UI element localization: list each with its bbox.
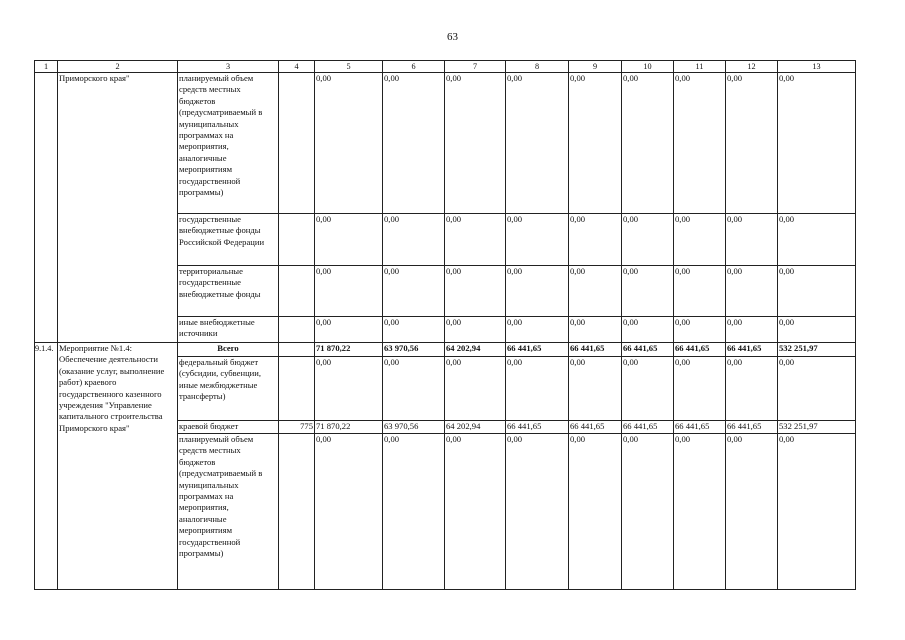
value-cell: 532 251,97	[778, 421, 856, 434]
value-cell: 0,00	[569, 266, 622, 317]
value-cell: 0,00	[383, 73, 445, 214]
value-cell: 0,00	[569, 214, 622, 266]
column-number: 10	[622, 61, 674, 73]
value-cell: 66 441,65	[674, 343, 726, 357]
value-cell: 0,00	[506, 214, 569, 266]
measure-title-cell: Приморского края"	[58, 73, 178, 343]
value-cell: 0,00	[726, 317, 778, 343]
column-number: 2	[58, 61, 178, 73]
column-number-row	[35, 61, 856, 73]
funding-source-cell: территориальные государственные внебюджетные фонды	[178, 266, 279, 317]
value-cell: 0,00	[569, 73, 622, 214]
value-cell: 63 970,56	[383, 343, 445, 357]
value-cell: 0,00	[622, 317, 674, 343]
value-cell: 0,00	[622, 357, 674, 421]
value-cell: 0,00	[383, 357, 445, 421]
value-cell: 66 441,65	[726, 343, 778, 357]
value-cell: 532 251,97	[778, 343, 856, 357]
value-cell: 71 870,22	[315, 343, 383, 357]
value-cell: 66 441,65	[506, 421, 569, 434]
value-cell: 0,00	[674, 73, 726, 214]
budget-code-cell	[279, 73, 315, 214]
value-cell: 0,00	[778, 317, 856, 343]
value-cell: 0,00	[726, 266, 778, 317]
value-cell: 0,00	[622, 434, 674, 590]
value-cell: 0,00	[315, 434, 383, 590]
value-cell: 0,00	[506, 357, 569, 421]
value-cell: 66 441,65	[506, 343, 569, 357]
value-cell: 0,00	[445, 266, 506, 317]
column-number: 6	[383, 61, 445, 73]
value-cell: 0,00	[726, 73, 778, 214]
value-cell: 0,00	[383, 266, 445, 317]
value-cell: 0,00	[569, 317, 622, 343]
column-number: 5	[315, 61, 383, 73]
funding-source-cell: Всего	[178, 343, 279, 357]
value-cell: 0,00	[726, 214, 778, 266]
value-cell: 0,00	[506, 266, 569, 317]
funding-source-cell: иные внебюджетные источники	[178, 317, 279, 343]
value-cell: 0,00	[778, 434, 856, 590]
column-number: 9	[569, 61, 622, 73]
value-cell: 0,00	[445, 214, 506, 266]
measure-title-cell: Мероприятие №1.4: Обеспечение деятельности (оказание услуг, выполнение работ) краевого государственного казенного учреждения "Управление капитального строительства Приморского края"	[58, 343, 178, 590]
value-cell: 0,00	[778, 214, 856, 266]
value-cell: 0,00	[315, 357, 383, 421]
funding-source-cell: государственные внебюджетные фонды Российской Федерации	[178, 214, 279, 266]
value-cell: 0,00	[674, 317, 726, 343]
value-cell: 0,00	[445, 357, 506, 421]
budget-code-cell	[279, 317, 315, 343]
value-cell: 66 441,65	[569, 421, 622, 434]
value-cell: 0,00	[506, 73, 569, 214]
value-cell: 63 970,56	[383, 421, 445, 434]
budget-table	[34, 60, 856, 590]
value-cell: 0,00	[506, 317, 569, 343]
value-cell: 0,00	[315, 266, 383, 317]
budget-code-cell	[279, 266, 315, 317]
value-cell: 0,00	[778, 357, 856, 421]
value-cell: 0,00	[445, 73, 506, 214]
value-cell: 0,00	[726, 357, 778, 421]
column-number: 13	[778, 61, 856, 73]
budget-code-cell	[279, 434, 315, 590]
column-number: 8	[506, 61, 569, 73]
funding-source-cell: федеральный бюджет (субсидии, субвенции, иные межбюджетные трансферты)	[178, 357, 279, 421]
column-number: 4	[279, 61, 315, 73]
budget-code-cell	[279, 357, 315, 421]
value-cell: 0,00	[674, 357, 726, 421]
table-row	[35, 73, 856, 214]
value-cell: 0,00	[778, 266, 856, 317]
row-number-cell: 9.1.4.	[35, 343, 58, 590]
value-cell: 66 441,65	[726, 421, 778, 434]
value-cell: 64 202,94	[445, 343, 506, 357]
budget-code-cell: 775	[279, 421, 315, 434]
value-cell: 0,00	[569, 357, 622, 421]
value-cell: 66 441,65	[674, 421, 726, 434]
value-cell: 0,00	[383, 214, 445, 266]
value-cell: 0,00	[315, 317, 383, 343]
funding-source-cell: краевой бюджет	[178, 421, 279, 434]
value-cell: 0,00	[383, 317, 445, 343]
funding-source-cell: планируемый объем средств местных бюджетов (предусматриваемый в муниципальных программах на мероприятия, аналогичные мероприятиям государственной программы)	[178, 73, 279, 214]
value-cell: 66 441,65	[622, 343, 674, 357]
value-cell: 0,00	[674, 434, 726, 590]
value-cell: 0,00	[315, 73, 383, 214]
value-cell: 71 870,22	[315, 421, 383, 434]
column-number: 1	[35, 61, 58, 73]
column-number: 11	[674, 61, 726, 73]
budget-code-cell	[279, 214, 315, 266]
value-cell: 0,00	[383, 434, 445, 590]
value-cell: 0,00	[622, 73, 674, 214]
page-number: 63	[447, 31, 458, 43]
column-number: 7	[445, 61, 506, 73]
value-cell: 0,00	[622, 214, 674, 266]
value-cell: 0,00	[674, 266, 726, 317]
column-number: 3	[178, 61, 279, 73]
funding-source-cell: планируемый объем средств местных бюджетов (предусматриваемый в муниципальных программах на мероприятия, аналогичные мероприятиям государственной программы)	[178, 434, 279, 590]
value-cell: 0,00	[445, 317, 506, 343]
table-row-total	[35, 343, 856, 357]
value-cell: 0,00	[445, 434, 506, 590]
row-number-cell	[35, 73, 58, 343]
value-cell: 0,00	[622, 266, 674, 317]
value-cell: 0,00	[506, 434, 569, 590]
value-cell: 0,00	[726, 434, 778, 590]
value-cell: 66 441,65	[569, 343, 622, 357]
value-cell: 64 202,94	[445, 421, 506, 434]
value-cell: 66 441,65	[622, 421, 674, 434]
value-cell: 0,00	[674, 214, 726, 266]
value-cell: 0,00	[778, 73, 856, 214]
value-cell: 0,00	[569, 434, 622, 590]
value-cell: 0,00	[315, 214, 383, 266]
column-number: 12	[726, 61, 778, 73]
budget-code-cell	[279, 343, 315, 357]
